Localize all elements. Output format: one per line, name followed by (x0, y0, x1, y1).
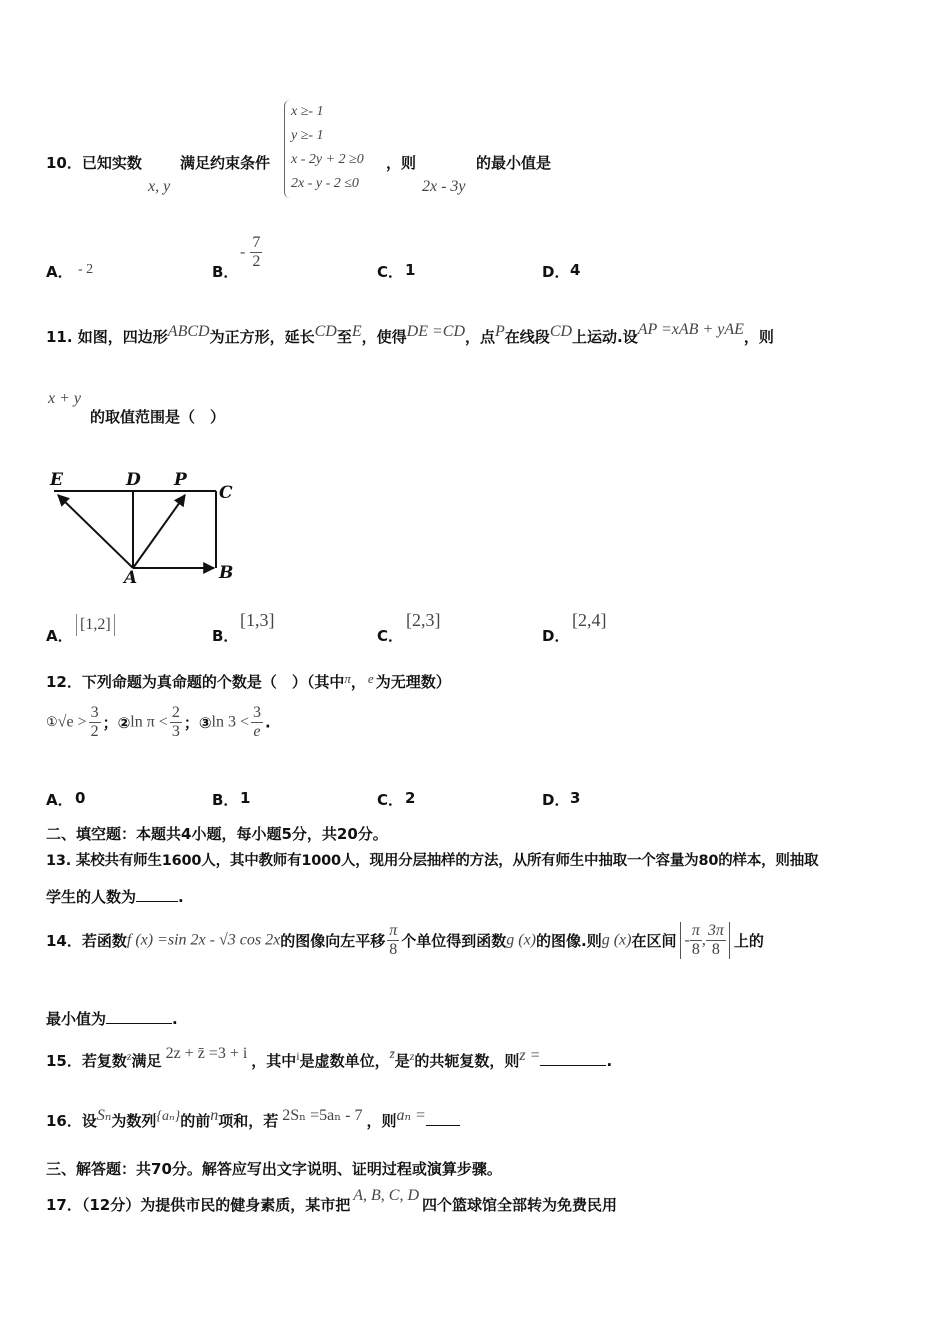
q11-m5: P (495, 323, 505, 340)
q12-p1: 12．下列命题为真命题的个数是（ ）（其中 (46, 673, 345, 691)
q13-line2 (46, 886, 184, 907)
q12-e: e (367, 671, 374, 686)
q14-p3: 个单位得到函数 (401, 932, 507, 950)
q10-prefix: 10．已知实数 (46, 154, 142, 172)
q10-option-b-sign: - (240, 243, 246, 261)
label-d: D (126, 470, 141, 490)
q16-an: {aₙ} (156, 1109, 181, 1124)
q11-option-c-label: C． (377, 627, 404, 645)
q17-p2: 四个篮球馆全部转为免费民用 (422, 1196, 618, 1214)
q11-option-b-value: [1,3] (240, 610, 275, 630)
vector-ae (58, 495, 133, 568)
q16-p5: ，则 (366, 1112, 397, 1130)
q15-eq: 2z + z̄ =3 + i (165, 1045, 248, 1062)
q11-p8: ，则 (743, 328, 774, 346)
q12-option-c-value: 2 (405, 789, 416, 807)
q14-interval (680, 922, 729, 959)
q15-p2: 满足 (131, 1052, 162, 1070)
q16-p3: 的前 (180, 1112, 211, 1130)
q16-p4: 项和，若 (218, 1112, 279, 1130)
q16-n: n (210, 1107, 219, 1124)
q10-option-a-value: - 2 (78, 262, 94, 277)
q10-vars: x, y (148, 178, 171, 195)
q17-m: A, B, C, D (353, 1187, 420, 1204)
q10-after: ，则 (386, 154, 417, 172)
q15-p4: 是虚数单位， (299, 1052, 390, 1070)
q12-s1-fraction (89, 704, 101, 741)
q10-option-b-label: B． (212, 263, 239, 281)
q14-i1-fraction (690, 922, 702, 959)
q12-option-a-value: 0 (75, 789, 86, 807)
q14-p1: 14．若函数 (46, 932, 127, 950)
q15-z1: z (126, 1049, 132, 1063)
q17-line (46, 1187, 618, 1215)
q10-expr: 2x - 3y (422, 178, 466, 195)
q14-i2-den: 8 (711, 941, 720, 958)
q10-option-b-value (240, 234, 262, 271)
q15-p3: ，其中 (251, 1052, 297, 1070)
q16-eq: 2Sₙ =5aₙ - 7 (282, 1107, 363, 1124)
q11-option-c-value: [2,3] (406, 610, 441, 630)
section2-heading: 二、填空题：本题共4小题，每小题5分，共20分。 (46, 825, 388, 843)
q14-p5: 在区间 (631, 932, 677, 950)
q12-comma: ， (350, 673, 366, 691)
q13-line1: 13. 某校共有师生1600人，其中教师有1000人，现用分层抽样的方法，从所有师生中抽取一个容量为80的样本，则抽取 (46, 853, 819, 869)
q14-i2-fraction (706, 922, 726, 959)
q11-square-figure (44, 466, 244, 586)
q15-i: i (296, 1049, 300, 1063)
q13-answer-blank[interactable] (136, 901, 178, 902)
q13-line2-text: 学生的人数为 (46, 888, 137, 906)
q11-p2: 为正方形，延长 (209, 328, 315, 346)
constraint-4: 2x - y - 2 ≤0 (291, 176, 359, 191)
q12-s1-den: 2 (90, 723, 99, 740)
q15-z3: z = (519, 1047, 541, 1064)
q11-p1: 11. 如图，四边形 (46, 328, 168, 346)
q12-s3a: ln 3 < (211, 713, 249, 731)
q12-stem (46, 671, 451, 692)
q16-answer-blank[interactable] (426, 1125, 460, 1126)
q14-answer-blank[interactable] (106, 1023, 172, 1024)
q15-p1: 15．若复数 (46, 1052, 127, 1070)
q12-p2: 为无理数） (375, 673, 451, 691)
label-p: P (174, 470, 187, 490)
constraint-3: x - 2y + 2 ≥0 (291, 152, 364, 167)
q11-p4: ，使得 (361, 328, 407, 346)
q11-m1: ABCD (167, 323, 210, 340)
q11-m6: CD (549, 323, 573, 340)
q14-line2 (46, 1008, 178, 1029)
q12-pi: π (344, 671, 351, 686)
q12-statements (46, 704, 271, 741)
q17-p1: 17．（12分）为提供市民的健身素质，某市把 (46, 1196, 351, 1214)
q11-option-d-value: [2,4] (572, 610, 607, 630)
q12-option-d-label: D． (542, 791, 570, 809)
q11-option-d-label: D． (542, 627, 570, 645)
q15-p5: 是 (394, 1052, 410, 1070)
vector-ap (133, 495, 185, 568)
q14-line2-text: 最小值为 (46, 1010, 107, 1028)
q12-s2-den: 3 (171, 723, 180, 740)
q10-option-b-num: 7 (252, 234, 261, 251)
q11-m7: AP =xAB + yAE (637, 321, 744, 338)
q12-sep2: ；③ (183, 714, 212, 732)
q15-answer-blank[interactable] (540, 1065, 606, 1066)
label-a: A (124, 568, 138, 586)
q16-line (46, 1107, 460, 1131)
q11-p3: 至 (336, 328, 352, 346)
q13-end: . (178, 888, 184, 906)
q10-option-c-value: 1 (405, 261, 416, 279)
q14-i1-sign: - (684, 931, 690, 949)
q14-line1 (46, 922, 764, 959)
q12-option-b-value: 1 (240, 789, 251, 807)
q11-line1 (46, 321, 774, 347)
q11-option-a-value: [1,2] (76, 614, 115, 636)
q12-s3-num: 3 (252, 704, 261, 721)
q10-option-d-label: D． (542, 263, 570, 281)
label-b: B (219, 563, 234, 583)
q16-sn: Sₙ (96, 1107, 112, 1124)
q10-option-a-label: A． (46, 263, 73, 281)
q15-p6: 的共轭复数，则 (414, 1052, 520, 1070)
q16-p1: 16．设 (46, 1112, 97, 1130)
q10-option-b-den: 2 (252, 253, 261, 270)
q10-option-c-label: C． (377, 263, 404, 281)
q14-p2: 的图像向左平移 (280, 932, 386, 950)
q12-option-d-value: 3 (570, 789, 581, 807)
q14-p6: 上的 (733, 932, 764, 950)
q15-end: . (606, 1052, 613, 1070)
q10-mid: 满足约束条件 (180, 154, 271, 172)
q12-s3-fraction (251, 704, 263, 741)
q12-c1: ① (46, 715, 58, 730)
q11-p6: 在线段 (504, 328, 550, 346)
label-c: C (219, 483, 233, 503)
q11-m4: DE =CD (406, 323, 465, 340)
q11-p7: 上运动.设 (572, 328, 638, 346)
q14-f: f (x) =sin 2x - √3 cos 2x (126, 931, 281, 949)
q12-s1a: √e > (57, 713, 87, 731)
q12-option-b-label: B． (212, 791, 239, 809)
q14-i2-num: 3π (707, 922, 724, 939)
q15-line (46, 1045, 613, 1071)
q14-interval-comma: , (701, 931, 706, 949)
q16-p2: 为数列 (111, 1112, 157, 1130)
constraint-1: x ≥- 1 (291, 104, 324, 119)
q15-zbar: z̄ (389, 1046, 395, 1061)
q12-s1-num: 3 (90, 704, 99, 721)
q14-shift-fraction (387, 922, 399, 959)
q14-g2: g (x) (601, 931, 632, 949)
q14-i1-num: π (691, 922, 700, 939)
q12-s2-num: 2 (171, 704, 180, 721)
q10-option-d-value: 4 (570, 261, 581, 279)
q12-s2a: ln π < (130, 713, 168, 731)
q14-end: . (172, 1010, 178, 1028)
q10-option-b-fraction (250, 234, 262, 271)
q14-p4: 的图像.则 (536, 932, 602, 950)
section3-heading: 三、解答题：共70分。解答应写出文字说明、证明过程或演算步骤。 (46, 1160, 502, 1178)
q11-m8: x + y (48, 390, 81, 407)
q14-g1: g (x) (506, 931, 536, 949)
q14-shift-num: π (389, 922, 398, 939)
q11-option-a-label: A． (46, 627, 73, 645)
q11-option-b-label: B． (212, 627, 239, 645)
q12-option-a-label: A． (46, 791, 73, 809)
q12-sep1: ；② (102, 714, 131, 732)
q14-i1-den: 8 (691, 941, 700, 958)
q15-z2: z (409, 1049, 415, 1063)
q12-option-c-label: C． (377, 791, 404, 809)
q16-an2: aₙ = (396, 1107, 426, 1124)
q11-p9: 的取值范围是（ ） (90, 408, 226, 426)
q12-end: . (264, 713, 271, 732)
q12-s2-fraction (170, 704, 182, 741)
q14-shift-den: 8 (389, 941, 398, 958)
constraint-2: y ≥- 1 (291, 128, 324, 143)
q11-p5: ，点 (465, 328, 496, 346)
q11-m2: CD (314, 323, 337, 340)
q10-constraint-system (284, 100, 364, 198)
label-e: E (50, 470, 63, 490)
q10-suffix: 的最小值是 (476, 154, 552, 172)
q12-s3-den: e (253, 723, 261, 740)
q11-m3: E (351, 323, 362, 340)
